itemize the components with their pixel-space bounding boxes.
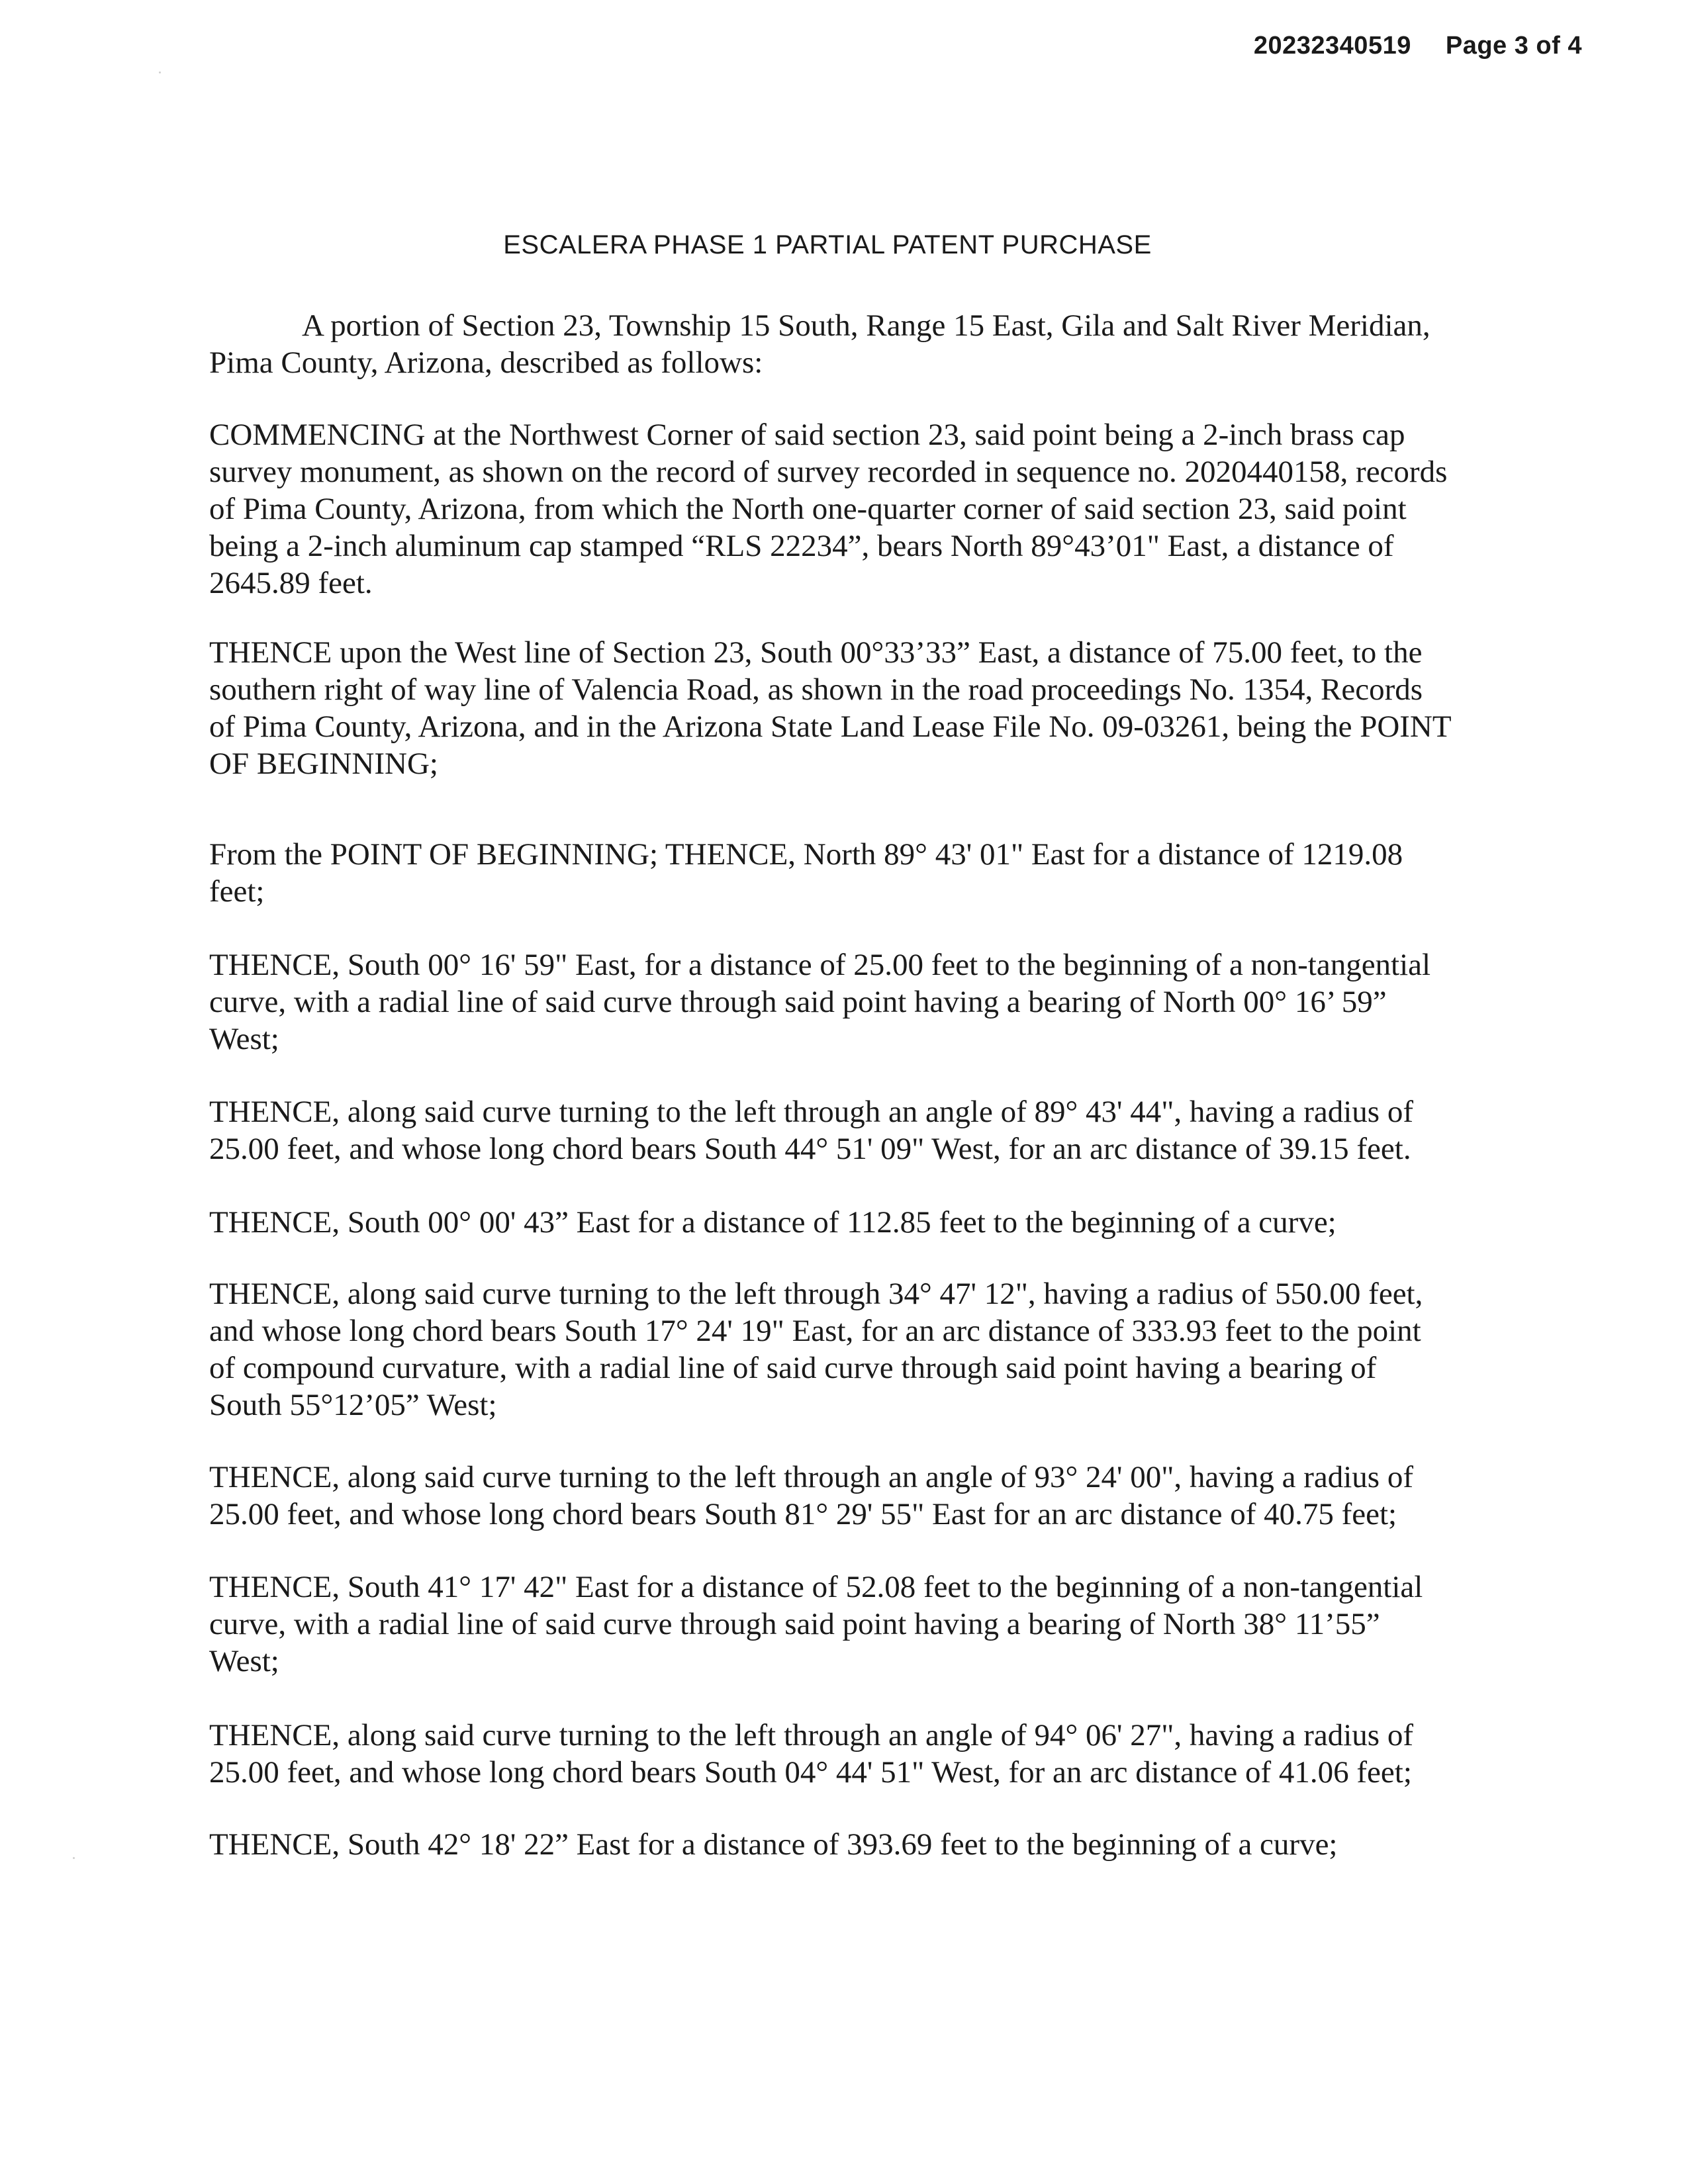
course-paragraph: THENCE, South 00° 16' 59" East, for a distance of 25.00 feet to the beginning of a non-tangential curve, with a radial line of said curve through said point having a bearing of North 00° 16’ 59” West; [209, 948, 1431, 1056]
commencing-paragraph: COMMENCING at the Northwest Corner of said section 23, said point being a 2-inch brass cap survey monument, as shown on the record of survey recorded in sequence no. 2020440158, records of Pima County, Arizona, from which the North one-quarter corner of said section 23, said point being a 2-inch aluminum cap stamped “RLS 22234”, bears North 89°43’01" East, a distance of 2645.89 feet. [209, 418, 1448, 600]
course-paragraph: THENCE, South 00° 00' 43” East for a distance of 112.85 feet to the beginning of a curve; [209, 1205, 1336, 1240]
scan-speck [159, 71, 161, 73]
course-paragraph: THENCE, along said curve turning to the left through an angle of 93° 24' 00", having a radius of 25.00 feet, and whose long chord bears South 81° 29' 55" East for an arc distance of 40.75 feet; [209, 1460, 1413, 1531]
point-of-beginning-paragraph: THENCE upon the West line of Section 23, South 00°33’33” East, a distance of 75.00 feet, to the southern right of way line of Valencia Road, as shown in the road proceedings No. 1354, Records of Pima County, Arizona, and in the Arizona State Land Lease File No. 09-03261, being the POINT OF BEGINNING; [209, 635, 1451, 781]
page-header [1254, 32, 1582, 60]
intro-paragraph: A portion of Section 23, Township 15 South, Range 15 East, Gila and Salt River Meridian, Pima County, Arizona, described as follows: [209, 308, 1430, 380]
scan-speck [73, 1857, 75, 1859]
course-paragraph: THENCE, along said curve turning to the left through an angle of 94° 06' 27", having a radius of 25.00 feet, and whose long chord bears South 04° 44' 51" West, for an arc distance of 41.06 feet; [209, 1718, 1413, 1790]
course-paragraph: THENCE, along said curve turning to the left through 34° 47' 12", having a radius of 550.00 feet, and whose long chord bears South 17° 24' 19" East, for an arc distance of 333.93 feet to the point of compound curvature, with a radial line of said curve through said point having a bearing of South 55°12’05” West; [209, 1277, 1423, 1422]
document-title: ESCALERA PHASE 1 PARTIAL PATENT PURCHASE [503, 230, 1152, 259]
recording-number: 20232340519 [1253, 32, 1411, 60]
course-paragraph: THENCE, along said curve turning to the left through an angle of 89° 43' 44", having a radius of 25.00 feet, and whose long chord bears South 44° 51' 09" West, for an arc distance of 39.15 feet. [209, 1095, 1413, 1166]
course-paragraph: From the POINT OF BEGINNING; THENCE, North 89° 43' 01" East for a distance of 1219.08 feet; [209, 837, 1403, 909]
course-paragraph: THENCE, South 42° 18' 22” East for a distance of 393.69 feet to the beginning of a curve; [209, 1827, 1338, 1862]
page-number: Page 3 of 4 [1445, 32, 1582, 60]
course-paragraph: THENCE, South 41° 17' 42" East for a distance of 52.08 feet to the beginning of a non-tangential curve, with a radial line of said curve through said point having a bearing of North 38° 11’55” West; [209, 1570, 1423, 1678]
